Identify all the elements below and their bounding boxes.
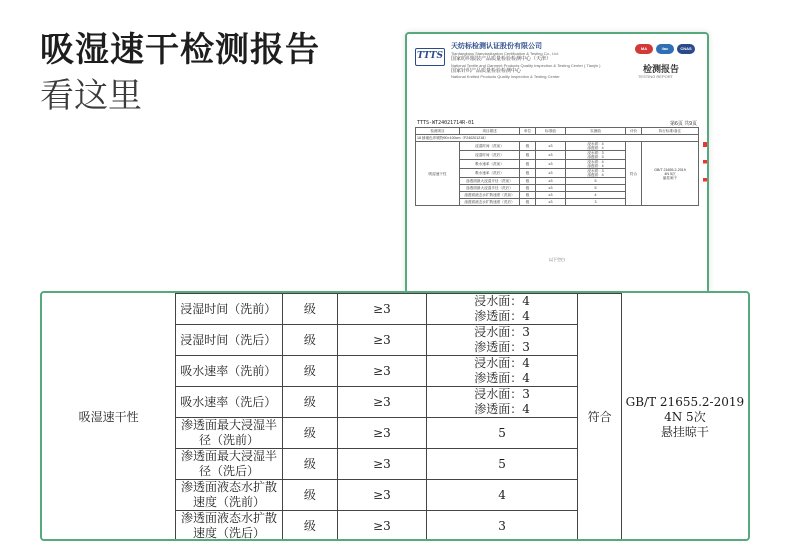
ilac-badge: ilac [656,44,674,54]
mini-unit: 级 [520,169,536,178]
report-page: 第6页 共9页 [670,121,697,127]
standard-line: GB/T 21655.2-2019 [625,395,745,409]
mini-std: ≥3 [536,199,566,206]
item-cell: 浸湿时间（洗前） [176,294,283,325]
mini-sample-row [416,135,699,142]
headline-subtitle: 看这里 [40,76,142,116]
item-cell: 渗透面液态水扩散速度（洗后） [176,511,283,542]
mini-unit: 级 [520,151,536,160]
unit-cell: 级 [282,356,337,387]
result-cell [426,387,578,418]
mini-std: ≥3 [536,169,566,178]
mini-th: 检测项目 [416,128,460,135]
mini-result [566,160,626,169]
report-footer: 以下空白 [549,257,565,262]
mini-result-line: 浸水面：3 [587,169,604,173]
result-table [42,293,748,541]
mini-table [415,127,699,206]
mini-result: 5 [566,185,626,192]
mini-unit: 级 [520,160,536,169]
std-cell: ≥3 [338,449,427,480]
zoomed-table-panel [40,291,750,541]
mini-std: ≥3 [536,185,566,192]
result-line: 浸水面：3 [474,387,530,401]
headline-title: 吸湿速干检测报告 [40,30,320,70]
standard-line: 悬挂晾干 [660,425,709,439]
unit-cell: 级 [282,325,337,356]
item-cell: 吸水速率（洗前） [176,356,283,387]
std-cell: ≥3 [338,356,427,387]
mini-header-row [416,128,699,135]
mini-result: 4 [566,192,626,199]
mini-item: 渗透面液态水扩散速度（洗后） [460,199,520,206]
mini-th: 项目描述 [460,128,520,135]
mini-standard-line: 悬挂晾干 [662,175,678,180]
item-cell: 浸湿时间（洗后） [176,325,283,356]
report-thumbnail [405,32,709,294]
mini-std: ≥3 [536,151,566,160]
mini-item: 浸湿时间（洗前） [460,142,520,151]
std-cell: ≥3 [338,294,427,325]
mini-result-line: 渗透面：4 [587,173,604,177]
mini-unit: 级 [520,178,536,185]
mini-item: 渗透面最大浸湿半径（洗前） [460,178,520,185]
std-cell: ≥3 [338,480,427,511]
item-cell: 渗透面最大浸湿半径（洗后） [176,449,283,480]
mini-row [416,142,699,151]
unit-cell: 级 [282,294,337,325]
org-line: National Textile and Garment Products Quality Inspection & Testing Center ( Tianjin ) [451,62,601,68]
mini-result: 5 [566,178,626,185]
mini-result-line: 渗透面：4 [587,146,604,150]
item-cell: 渗透面液态水扩散速度（洗前） [176,480,283,511]
result-cell: 5 [426,449,578,480]
std-cell: ≥3 [338,511,427,542]
result-line: 渗透面：4 [474,309,530,323]
mini-unit: 级 [520,199,536,206]
result-line: 浸水面：4 [474,356,530,370]
mini-category: 吸湿速干性 [416,142,460,206]
mini-th: 实测值 [566,128,626,135]
mini-result-line: 渗透面：4 [587,164,604,168]
cma-badge: MA [635,44,653,54]
result-line: 渗透面：4 [474,371,530,385]
mini-result [566,151,626,160]
result-line: 渗透面：3 [474,340,530,354]
result-cell [426,294,578,325]
result-cell: 3 [426,511,578,542]
mini-result: 3 [566,199,626,206]
red-seal-edge [703,142,707,202]
mini-result [566,142,626,151]
std-cell: ≥3 [338,325,427,356]
result-line: 渗透面：4 [474,402,530,416]
verdict-cell: 符合 [578,294,621,542]
std-cell: ≥3 [338,418,427,449]
category-cell: 吸湿速干性 [42,294,176,542]
standard-cell [621,294,748,542]
mini-th: 执行标准/备注 [642,128,699,135]
mini-result [566,169,626,178]
result-line: 浸水面：4 [474,294,530,308]
mini-unit: 级 [520,142,536,151]
org-line: National Knitted Products Quality Inspection & Testing Center [451,74,560,79]
result-cell [426,325,578,356]
result-cell [426,356,578,387]
mini-std: ≥3 [536,142,566,151]
mini-item: 渗透面最大浸湿半径（洗后） [460,185,520,192]
accreditation-badges [635,44,695,54]
mini-unit: 级 [520,185,536,192]
mini-th: 评价 [626,128,642,135]
mini-result-line: 浸水面：4 [587,142,604,146]
mini-result-line: 浸水面：3 [587,151,604,155]
mini-th: 单位 [520,128,536,135]
mini-standard-line: GB/T 21655.2-2019 [654,167,686,172]
mini-std: ≥3 [536,192,566,199]
mini-item: 浸湿时间（洗后） [460,151,520,160]
headline [40,28,320,118]
mini-result-line: 浸水面：4 [587,160,604,164]
ttts-logo: TTTS [415,48,445,66]
mini-verdict: 符合 [626,142,642,206]
mini-standard-line: 4N 5次 [664,171,676,176]
mini-standard [642,142,699,206]
mini-std: ≥3 [536,178,566,185]
org-name: 天纺标检测认证股份有限公司 [451,43,542,50]
item-cell: 渗透面最大浸湿半径（洗前） [176,418,283,449]
mini-th: 标准值 [536,128,566,135]
item-cell: 吸水速率（洗后） [176,387,283,418]
unit-cell: 级 [282,511,337,542]
report-title: 检测报告 [642,64,679,74]
report-title-en: TESTING REPORT [637,74,673,79]
org-line: 国家针织产品质量检验检测中心 [451,67,522,74]
mini-item: 吸水速率（洗后） [460,169,520,178]
org-line: 国家纺织服装产品质量检验检测中心（天津） [451,56,552,62]
unit-cell: 级 [282,387,337,418]
std-cell: ≥3 [338,387,427,418]
result-cell: 4 [426,480,578,511]
mini-unit: 级 [520,192,536,199]
standard-line: 4N 5次 [664,410,706,424]
report-number: TTTS-WT24021714R-01 [417,120,475,126]
mini-std: ≥3 [536,160,566,169]
mini-item: 渗透面液态水扩散速度（洗前） [460,192,520,199]
unit-cell: 级 [282,418,337,449]
result-cell: 5 [426,418,578,449]
mini-sample: 18 蜂蜜色印刷物90×100cm（F240201218） [416,135,699,142]
unit-cell: 级 [282,449,337,480]
mini-result-line: 渗透面：3 [587,155,604,159]
table-row [42,294,748,325]
cnas-badge: CNAS [677,44,695,54]
mini-item: 吸水速率（洗前） [460,160,520,169]
org-info [451,42,601,79]
org-line: Tianfangbiao Standardization Certification & Testing Co., Ltd. [451,51,559,56]
unit-cell: 级 [282,480,337,511]
result-line: 浸水面：3 [474,325,530,339]
